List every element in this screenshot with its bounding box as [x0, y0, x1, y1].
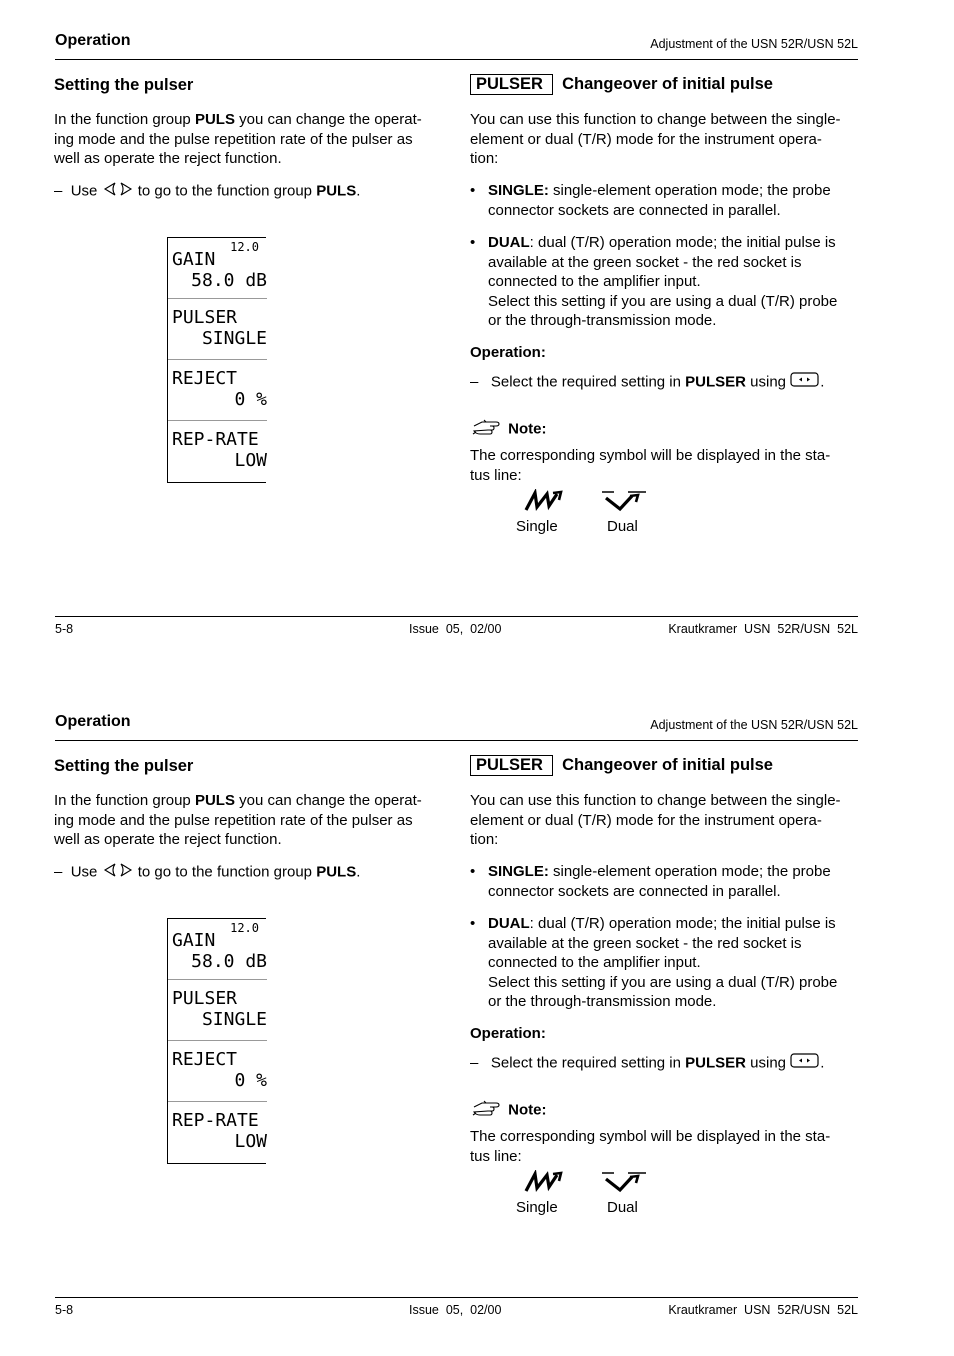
section-title: Setting the pulser	[54, 76, 194, 94]
function-description: You can use this function to change between the single- element or dual (T/R) mode for the instrument opera- tion:	[470, 111, 841, 167]
dual-mode-icon	[600, 1171, 648, 1200]
arrow-keys-icon	[102, 181, 134, 203]
operation-step: – Select the required setting in PULSER using .	[470, 1053, 824, 1075]
left-right-key-icon	[790, 372, 820, 394]
manual-page-bottom	[0, 681, 954, 1356]
lcd-value: 58.0 dB	[191, 270, 267, 291]
footer-product: Krautkramer USN 52R/USN 52L	[668, 1303, 858, 1317]
lcd-display	[167, 237, 266, 483]
lcd-label: GAIN	[172, 930, 216, 951]
footer-rule	[55, 616, 858, 617]
bullet-dot: •	[470, 915, 476, 932]
lcd-cell-rep-rate	[168, 1102, 267, 1164]
lcd-value: SINGLE	[201, 328, 267, 349]
lcd-cell-rep-rate	[168, 421, 267, 483]
lcd-cell-reject	[168, 1041, 267, 1102]
lcd-cell-pulser	[168, 299, 267, 360]
use-instruction: – Use to go to the function group PULS.	[54, 181, 360, 203]
lcd-corner-value: 12.0	[230, 921, 259, 935]
lcd-label: REJECT	[172, 1049, 238, 1070]
lcd-corner-value: 12.0	[230, 240, 259, 254]
lcd-label: REP-RATE	[172, 1110, 259, 1131]
bullet-dot: •	[470, 863, 476, 880]
footer-page-number: 5-8	[55, 1303, 74, 1317]
lcd-value: LOW	[234, 1131, 267, 1152]
single-mode-icon	[523, 489, 563, 518]
bullet-dot: •	[470, 182, 476, 199]
lcd-cell-pulser	[168, 980, 267, 1041]
lcd-cell-reject	[168, 360, 267, 421]
lcd-value: 0 %	[234, 1070, 267, 1091]
footer-product: Krautkramer USN 52R/USN 52L	[668, 622, 858, 636]
lcd-value: SINGLE	[201, 1009, 267, 1030]
bullet-dot: •	[470, 234, 476, 251]
lcd-value: 0 %	[234, 389, 267, 410]
dual-mode-icon	[600, 490, 648, 519]
lcd-cell-gain	[168, 919, 267, 980]
header-rule	[55, 59, 858, 60]
lcd-label: PULSER	[172, 988, 238, 1009]
single-description: SINGLE: single-element operation mode; the probe connector sockets are connected in parallel.	[488, 182, 831, 219]
intro-paragraph: In the function group PULS you can change the operat- ing mode and the pulse repetition rate of the pulser as well as operate the reject function.	[54, 792, 422, 848]
dual-description: DUAL: dual (T/R) operation mode; the initial pulse is available at the green socket - the red socket is connected to the amplifier input. Select this setting if you are using a dual (T/R) probe or the through-transmission mode.	[488, 915, 838, 1010]
lcd-label: REP-RATE	[172, 429, 259, 450]
header-section: Operation	[55, 713, 131, 730]
operation-heading: Operation:	[470, 1025, 546, 1042]
pulser-heading: PULSER Changeover of initial pulse	[470, 74, 773, 95]
note-text: The corresponding symbol will be displayed in the sta- tus line:	[470, 447, 831, 484]
footer-rule	[55, 1297, 858, 1298]
operation-step: – Select the required setting in PULSER using .	[470, 372, 824, 394]
lcd-label: GAIN	[172, 249, 216, 270]
lcd-label: PULSER	[172, 307, 238, 328]
dual-description: DUAL: dual (T/R) operation mode; the initial pulse is available at the green socket - the red socket is connected to the amplifier input. Select this setting if you are using a dual (T/R) probe or the through-transmission mode.	[488, 234, 838, 329]
lcd-display	[167, 918, 266, 1164]
use-instruction: – Use to go to the function group PULS.	[54, 862, 360, 884]
arrow-keys-icon	[102, 862, 134, 884]
note-text: The corresponding symbol will be displayed in the sta- tus line:	[470, 1128, 831, 1165]
dual-caption: Dual	[607, 518, 638, 535]
left-right-key-icon	[790, 1053, 820, 1075]
footer-issue: Issue 05, 02/00	[409, 1303, 502, 1317]
pulser-key-label: PULSER	[470, 755, 553, 776]
lcd-value: 58.0 dB	[191, 951, 267, 972]
header-chapter: Adjustment of the USN 52R/USN 52L	[650, 718, 858, 732]
operation-heading: Operation:	[470, 344, 546, 361]
footer-issue: Issue 05, 02/00	[409, 622, 502, 636]
single-mode-icon	[523, 1170, 563, 1199]
section-title: Setting the pulser	[54, 757, 194, 775]
lcd-label: REJECT	[172, 368, 238, 389]
lcd-value: LOW	[234, 450, 267, 471]
single-caption: Single	[516, 1199, 558, 1216]
single-caption: Single	[516, 518, 558, 535]
footer-page-number: 5-8	[55, 622, 74, 636]
single-description: SINGLE: single-element operation mode; the probe connector sockets are connected in parallel.	[488, 863, 831, 900]
pulser-key-label: PULSER	[470, 74, 553, 95]
lcd-cell-gain	[168, 238, 267, 299]
note-heading: Note:	[472, 1099, 547, 1123]
note-heading: Note:	[472, 418, 547, 442]
function-description: You can use this function to change between the single- element or dual (T/R) mode for the instrument opera- tion:	[470, 792, 841, 848]
dual-caption: Dual	[607, 1199, 638, 1216]
pointing-hand-icon	[472, 1099, 504, 1123]
header-section: Operation	[55, 32, 131, 49]
header-chapter: Adjustment of the USN 52R/USN 52L	[650, 37, 858, 51]
manual-page-top	[0, 0, 954, 675]
intro-paragraph: In the function group PULS you can change the operat- ing mode and the pulse repetition rate of the pulser as well as operate the reject function.	[54, 111, 422, 167]
pulser-heading: PULSER Changeover of initial pulse	[470, 755, 773, 776]
pointing-hand-icon	[472, 418, 504, 442]
header-rule	[55, 740, 858, 741]
